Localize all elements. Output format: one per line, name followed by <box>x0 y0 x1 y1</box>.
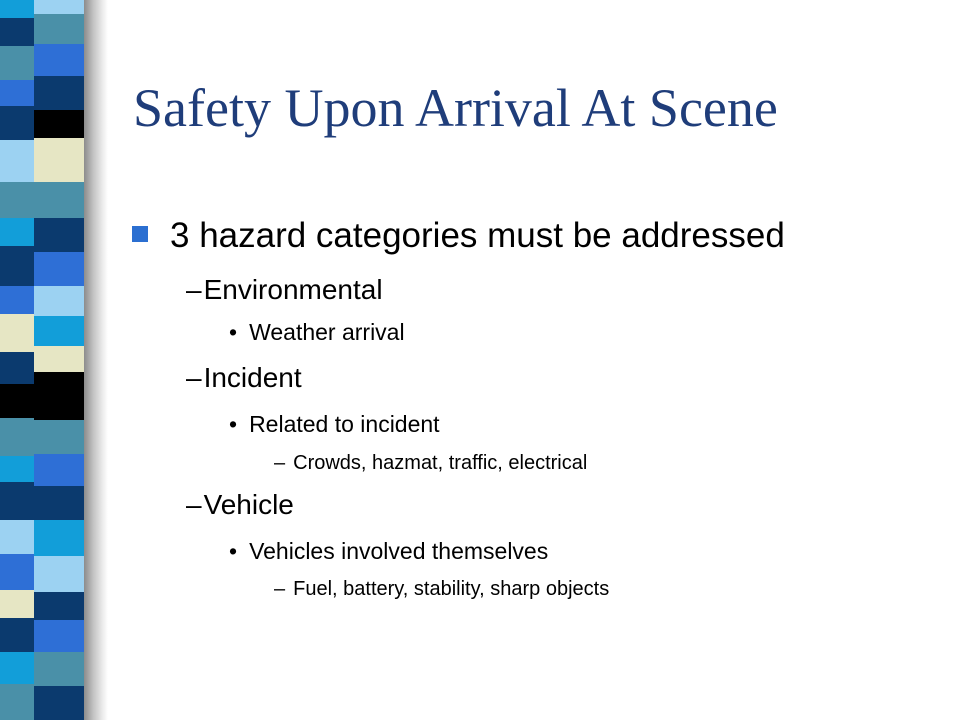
bar-block <box>0 140 34 182</box>
bar-block <box>0 684 34 720</box>
bar-block <box>0 384 34 418</box>
bar-block <box>34 520 84 556</box>
bar-block <box>34 76 84 110</box>
bullet-marker: • <box>229 319 238 345</box>
bar-block <box>34 620 84 652</box>
bar-block <box>0 520 34 554</box>
bar-block <box>34 218 84 252</box>
bullet-level-2 <box>186 273 383 307</box>
bullet-text: Vehicle <box>203 489 294 520</box>
bar-block <box>34 286 84 316</box>
bar-block <box>0 554 34 590</box>
bar-block <box>0 218 34 246</box>
bar-block <box>34 652 84 686</box>
bar-block <box>0 618 34 652</box>
bullet-marker: – <box>274 578 286 600</box>
bar-block <box>34 252 84 286</box>
bullet-marker: – <box>186 489 202 520</box>
bar-block <box>0 46 34 80</box>
bar-block <box>34 138 84 182</box>
square-bullet-icon <box>132 226 148 242</box>
bullet-level-4 <box>274 577 609 601</box>
bar-block <box>34 0 84 14</box>
bullet-level-3 <box>229 318 405 346</box>
bullet-text: Weather arrival <box>249 319 405 345</box>
bullet-text: Related to incident <box>249 411 440 437</box>
bar-block <box>34 592 84 620</box>
bullet-level-4 <box>274 451 587 475</box>
bullet-level-2 <box>186 488 294 522</box>
bullet-level-1 <box>170 215 785 257</box>
slide-title: Safety Upon Arrival At Scene <box>133 78 778 138</box>
bullet-marker: – <box>186 274 202 305</box>
bar-block <box>0 652 34 684</box>
bar-block <box>0 106 34 140</box>
bullet-marker: • <box>229 411 238 437</box>
bar-block <box>0 456 34 482</box>
bullet-text: Environmental <box>203 274 383 305</box>
bar-block <box>0 286 34 314</box>
bar-block <box>34 556 84 592</box>
bullet-text: Crowds, hazmat, traffic, electrical <box>293 452 588 474</box>
bar-block <box>34 182 84 218</box>
bar-block <box>34 420 84 454</box>
side-bar-shadow <box>84 0 108 720</box>
bullet-marker: – <box>186 362 202 393</box>
bar-block <box>0 590 34 618</box>
bar-block <box>0 80 34 106</box>
bar-block <box>34 44 84 76</box>
bar-block <box>34 372 84 420</box>
bar-block <box>0 352 34 384</box>
bar-block <box>34 110 84 138</box>
bar-block <box>34 686 84 720</box>
side-bar-column-left <box>0 0 34 720</box>
bar-block <box>34 346 84 372</box>
bar-block <box>34 316 84 346</box>
bar-block <box>34 14 84 44</box>
bullet-level-3 <box>229 410 440 438</box>
bar-block <box>0 418 34 456</box>
bar-block <box>34 486 84 520</box>
bar-block <box>0 314 34 352</box>
bullet-marker: • <box>229 538 238 564</box>
bar-block <box>34 454 84 486</box>
bullet-level-2 <box>186 361 302 395</box>
bullet-text: Fuel, battery, stability, sharp objects <box>293 578 610 600</box>
bullet-marker: – <box>274 452 286 474</box>
bullet-text: 3 hazard categories must be addressed <box>170 216 785 255</box>
decorative-side-bar <box>0 0 88 720</box>
bar-block <box>0 0 34 18</box>
bar-block <box>0 182 34 218</box>
bar-block <box>0 18 34 46</box>
bullet-text: Vehicles involved themselves <box>249 538 549 564</box>
side-bar-column-right <box>34 0 84 720</box>
bullet-level-3 <box>229 537 548 565</box>
bar-block <box>0 482 34 520</box>
bullet-text: Incident <box>203 362 302 393</box>
bar-block <box>0 246 34 286</box>
